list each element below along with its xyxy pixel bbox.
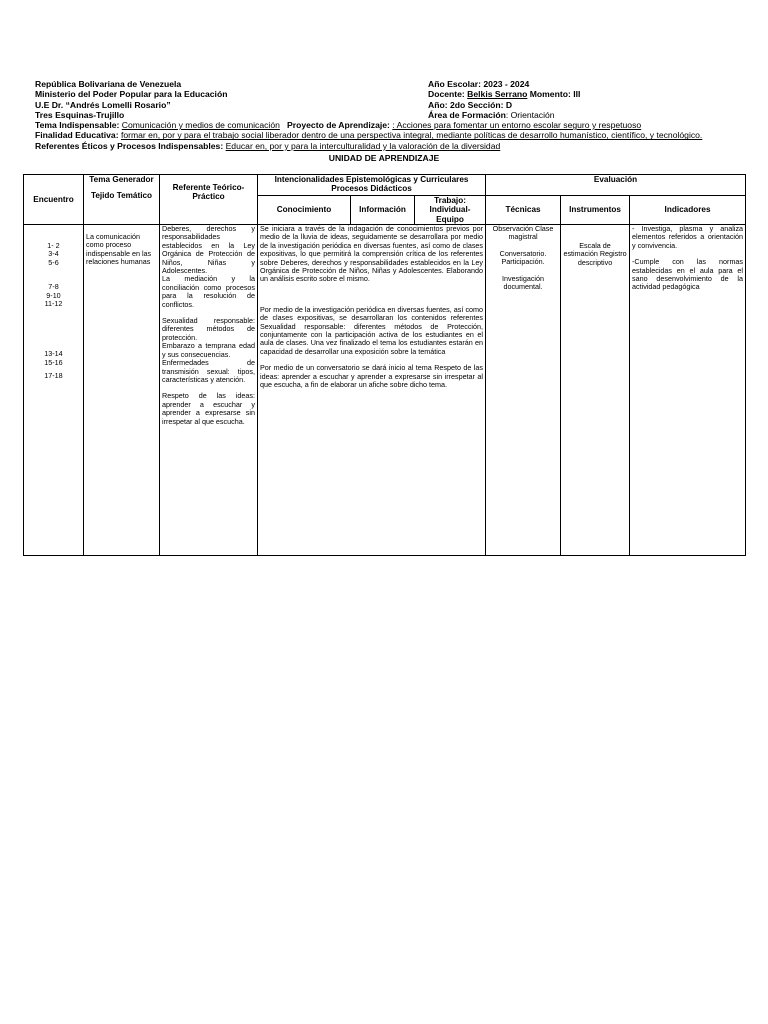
referente-item: Embarazo a temprana edad y sus consecuencias.: [162, 341, 255, 359]
ministry-text: Ministerio del Poder Popular para la Educación: [35, 89, 228, 100]
theme-value: Comunicación y medios de comunicación: [121, 120, 280, 131]
tejido-text: La comunicación como proceso indispensable en las relaciones humanas: [86, 232, 152, 267]
unit-title: UNIDAD DE APRENDIZAJE: [328, 153, 440, 163]
encounter-item: 3-4: [48, 249, 59, 259]
teacher-line: [428, 89, 580, 99]
encounter-item: 13-14: [44, 349, 63, 359]
teacher-label: Docente:: [428, 89, 465, 100]
encounter-item: 7-8: [48, 282, 59, 292]
teacher-name: Belkis Serrano: [467, 89, 528, 100]
header-indicadores: Indicadores: [630, 196, 746, 225]
tecnicas-cell: [486, 225, 561, 556]
document-header: [35, 79, 735, 151]
encounter-item: 15-16: [44, 357, 63, 367]
country-text: República Bolivariana de Venezuela: [35, 79, 182, 89]
conocimiento-paragraph: Por medio de un conversatorio se dará inicio al tema Respeto de las ideas: aprender a escuchar y aprender a expresarse sin irrespetar al que escucha, a fin de elaborar un afiche sobre dicho tema.: [260, 363, 484, 390]
tejido-cell: [84, 225, 160, 556]
header-intencionalidades: Intencionalidades Epistemológicas y Curriculares Procesos Didácticos: [258, 175, 486, 196]
tecnica-item: Observación Clase magistral: [492, 224, 554, 242]
learning-unit-table: [23, 174, 746, 556]
indicadores-cell: [630, 225, 746, 556]
conocimiento-paragraph: Se iniciara a través de la indagación de conocimientos previos por medio de la lluvia de ideas, seguidamente se desarrollara por medio de la investigación periódica en diversas fuentes, así como de clases expositivas, lo que permitirá la comprensión crítica de los referentes sobre Deberes, derechos y responsabilidades establecidos en la Ley Orgánica de Protección de Niños, Niñas y Adolescentes. Elaborando un análisis escrito sobre el mismo.: [260, 224, 484, 284]
indicador-item: - Investiga, plasma y analiza elementos referidos a orientación y convivencia.: [632, 224, 744, 250]
school-text: U.E Dr. “Andrés Lomelli Rosario”: [35, 99, 171, 110]
tecnica-item: Investigación documental.: [502, 273, 544, 292]
referents-label: Referentes Éticos y Procesos Indispensables:: [35, 140, 224, 151]
header-conocimiento: Conocimiento: [258, 196, 351, 225]
referente-cell: [160, 225, 258, 556]
header-tema-generador: Tema Generador: [89, 175, 154, 184]
referente-item: Enfermedades de transmisión sexual: tipos, características y atención.: [162, 358, 255, 384]
project-value: : Acciones para fomentar un entorno escolar seguro y respetuoso: [392, 120, 642, 131]
referente-item: Sexualidad responsable: diferentes métodos de protección.: [162, 316, 255, 342]
header-encuentro: Encuentro: [24, 175, 84, 225]
indicador-item: -Cumple con las normas establecidas en el aula para el sano desenvolvimiento de la actividad pedagógica: [632, 257, 744, 292]
conocimiento-cell: [258, 225, 486, 556]
header-evaluacion: Evaluación: [486, 175, 746, 196]
header-tema-tejido: [84, 175, 160, 225]
tecnica-item: Conversatorio. Participación.: [499, 248, 547, 267]
area-line: [428, 110, 555, 120]
encounter-item: 9-10: [46, 290, 61, 300]
encounter-item: 11-12: [44, 299, 63, 309]
header-informacion: Información: [351, 196, 415, 225]
project-label: Proyecto de Aprendizaje:: [287, 120, 390, 131]
conocimiento-paragraph: Por medio de la investigación periódica en diversas fuentes, así como de clases expositivas, se desarrollaran los contenidos referentes Sexualidad responsable: diferentes métodos de Protección, conjuntamente con la participación activa de los estudiantes en el aula de clases. Una vez finalizado el tema los estudiantes estarán en capacidad de desarrollar una exposición sobre la temática: [260, 304, 484, 356]
purpose-value: formar en, por y para el trabajo social liberador dentro de una perspectiva integral, mediante políticas de desarrollo humanístico, científico, y tecnológico.: [120, 130, 703, 141]
referents-value: Educar en, por y para la interculturalidad y la valoración de la diversidad: [225, 140, 501, 151]
header-tejido-tematico: Tejido Temático: [90, 191, 153, 201]
instrumentos-cell: [561, 225, 630, 556]
encounter-item: 17-18: [44, 371, 63, 381]
encounters-cell: [24, 225, 84, 556]
year-section-text: Año: 2do Sección: D: [428, 99, 513, 110]
moment-label: Momento: III: [529, 89, 581, 100]
header-instrumentos: Instrumentos: [561, 196, 630, 225]
purpose-label: Finalidad Educativa:: [35, 130, 119, 141]
referente-item: La mediación y la conciliación como procesos para la resolución de conflictos.: [162, 274, 255, 309]
area-value: : Orientación: [505, 109, 555, 120]
instrumentos-text: Escala de estimación Registro descriptivo: [563, 241, 627, 267]
location-text: Tres Esquinas-Trujillo: [35, 109, 125, 120]
header-tecnicas: Técnicas: [486, 196, 561, 225]
school-year-text: Año Escolar: 2023 - 2024: [428, 79, 530, 89]
theme-label: Tema Indispensable:: [35, 120, 120, 131]
encounter-item: 5-6: [48, 257, 59, 267]
encounter-item: 1- 2: [47, 241, 60, 250]
referente-item: Deberes, derechos y responsabilidades establecidos en la Ley Orgánica de Protección de Niños, Niñas y Adolescentes.: [162, 224, 255, 276]
referente-item: Respeto de las ideas: aprender a escuchar y aprender a expresarse sin irrespetar al que escucha.: [162, 391, 255, 426]
header-trabajo: Trabajo: Individual- Equipo: [415, 196, 486, 225]
area-label: Área de Formación: [428, 109, 506, 120]
header-referente: Referente Teórico- Práctico: [160, 175, 258, 225]
